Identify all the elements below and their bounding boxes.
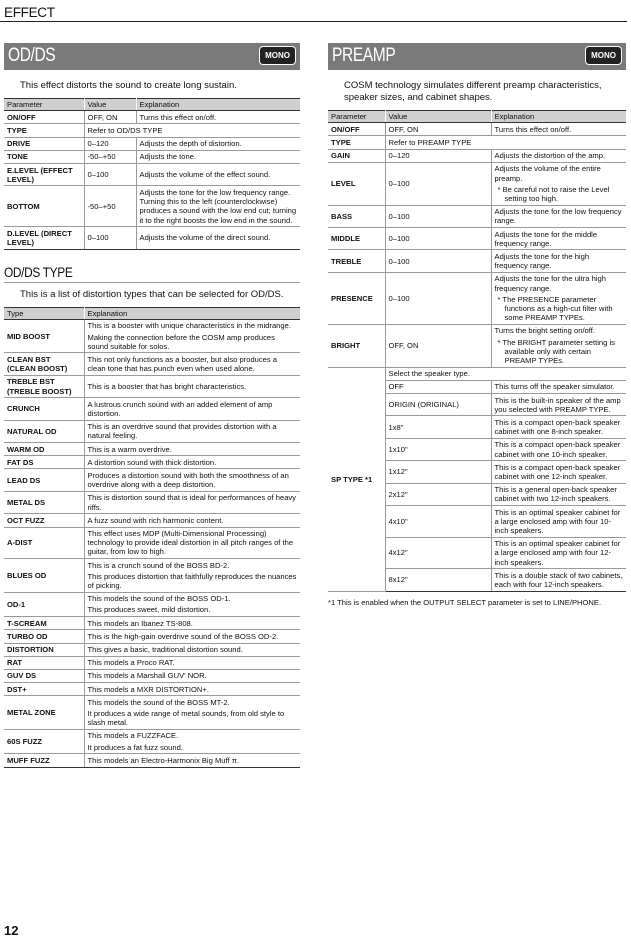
- table-row: [328, 123, 626, 136]
- parameter-name: BRIGHT: [328, 324, 385, 367]
- type-explanation: [84, 669, 300, 682]
- left-column: [4, 43, 300, 768]
- explanation-text: Turns the bright setting on/off.: [494, 326, 595, 336]
- explanation-text: This is an overdrive sound that provides distortion with a natural feeling.: [87, 422, 277, 441]
- speaker-type-explanation: This is an optimal speaker cabinet for a large enclosed amp with four 12-inch speakers.: [491, 537, 626, 569]
- parameter-value: OFF, ON: [385, 324, 491, 367]
- parameter-value: 0–100: [385, 205, 491, 227]
- table-row: [4, 592, 300, 616]
- table-row: [4, 443, 300, 456]
- type-name: A-DIST: [4, 527, 84, 559]
- explanation-text: Adjusts the distortion of the amp.: [494, 151, 606, 161]
- table-row: [4, 656, 300, 669]
- parameter-explanation: [491, 228, 626, 250]
- table-row: [328, 149, 626, 162]
- explanation-text: Turns this effect on/off.: [494, 124, 572, 134]
- table-row: [328, 250, 626, 272]
- table-row: [4, 514, 300, 527]
- table-row: [4, 683, 300, 696]
- type-explanation: [84, 398, 300, 420]
- explanation-text: This models an Electro-Harmonix Big Muff π.: [87, 755, 240, 765]
- parameter-explanation: [136, 186, 300, 227]
- parameter-value: OFF, ON: [385, 123, 491, 136]
- parameter-value: 0–100: [385, 272, 491, 324]
- type-name: GUV DS: [4, 669, 84, 682]
- type-explanation: [84, 683, 300, 696]
- type-name: T-SCREAM: [4, 617, 84, 630]
- speaker-type-explanation: This is a compact open-back speaker cabinet with one 10-inch speaker.: [491, 438, 626, 460]
- table-row: [4, 111, 300, 124]
- column-header: Parameter: [328, 111, 385, 123]
- explanation-text: Adjusts the volume of the effect sound.: [139, 170, 271, 180]
- explanation-text: Adjusts the tone for the middle frequency range.: [494, 229, 598, 248]
- table-row: [4, 469, 300, 491]
- parameter-explanation: [491, 123, 626, 136]
- parameter-name: PRESENCE: [328, 272, 385, 324]
- odds-type-table: [4, 307, 300, 768]
- type-explanation: [84, 353, 300, 375]
- explanation-text: This models the sound of the BOSS OD-1.: [87, 594, 231, 604]
- parameter-name: BOTTOM: [4, 186, 84, 227]
- parameter-name: LEVEL: [328, 162, 385, 205]
- parameter-name: DRIVE: [4, 137, 84, 150]
- table-row: [328, 324, 626, 367]
- note-text: * Be careful not to raise the Level setting too high.: [497, 184, 610, 203]
- column-header: Explanation: [136, 99, 300, 111]
- speaker-type-explanation: This turns off the speaker simulator.: [491, 380, 626, 393]
- type-name: OCT FUZZ: [4, 514, 84, 527]
- type-explanation: [84, 559, 300, 593]
- speaker-type-value: 1x8": [385, 416, 491, 438]
- explanation-text: This produces distortion that faithfully reproduces the nuances of picking.: [87, 571, 297, 591]
- parameter-explanation: [136, 164, 300, 186]
- type-explanation: [84, 456, 300, 469]
- type-name: METAL DS: [4, 491, 84, 513]
- explanation-text: This is a warm overdrive.: [87, 444, 172, 454]
- note-text: * The BRIGHT parameter setting is available only with certain PREAMP TYPEs.: [497, 337, 615, 365]
- table-row: [4, 491, 300, 513]
- table-row: [4, 353, 300, 375]
- type-name: DST+: [4, 683, 84, 696]
- type-explanation: [84, 696, 300, 730]
- type-explanation: [84, 443, 300, 456]
- column-header: Explanation: [84, 307, 300, 319]
- table-row: [4, 164, 300, 186]
- column-header: Parameter: [4, 99, 84, 111]
- speaker-type-explanation: This is a double stack of two cabinets, each with four 12-inch speakers.: [491, 569, 626, 591]
- column-header: Value: [84, 99, 136, 111]
- parameter-name: TONE: [4, 150, 84, 163]
- type-explanation: [84, 514, 300, 527]
- explanation-text: This models a FUZZFACE.: [87, 731, 179, 741]
- mono-badge: MONO: [585, 46, 622, 65]
- section-header: EFFECT: [4, 5, 55, 20]
- table-row: [4, 186, 300, 227]
- type-explanation: [84, 420, 300, 442]
- parameter-value: OFF, ON: [84, 111, 136, 124]
- speaker-type-value: 4x12": [385, 537, 491, 569]
- preamp-title-bar: [328, 43, 626, 70]
- table-row: [4, 456, 300, 469]
- odds-description: This effect distorts the sound to create long sustain.: [20, 80, 237, 91]
- type-name: DISTORTION: [4, 643, 84, 656]
- table-row: [328, 272, 626, 324]
- column-header: Type: [4, 307, 84, 319]
- parameter-name: ON/OFF: [328, 123, 385, 136]
- table-row: [4, 375, 300, 397]
- parameter-value: 0–100: [385, 250, 491, 272]
- type-name: OD-1: [4, 592, 84, 616]
- parameter-value: -50–+50: [84, 186, 136, 227]
- type-explanation: [84, 491, 300, 513]
- page-number: 12: [4, 923, 19, 938]
- odds-type-title: OD/DS TYPE: [4, 263, 73, 280]
- type-name: NATURAL OD: [4, 420, 84, 442]
- parameter-explanation: [136, 150, 300, 163]
- odds-title: OD/DS: [8, 45, 56, 66]
- speaker-type-value: ORIGIN (ORIGINAL): [385, 394, 491, 416]
- table-row: [4, 227, 300, 249]
- parameter-value: Refer to PREAMP TYPE: [385, 136, 626, 149]
- explanation-text: This is a booster that has bright characteristics.: [87, 381, 247, 391]
- explanation-text: This is a crunch sound of the BOSS BD-2.: [87, 560, 230, 570]
- odds-title-bar: [4, 43, 300, 70]
- speaker-type-value: OFF: [385, 380, 491, 393]
- explanation-text: This effect uses MDP (Multi-Dimensional Processing) technology to provide ideal distortion in all pitch ranges of the guitar, from low to high.: [87, 529, 294, 557]
- explanation-text: Turns this effect on/off.: [139, 112, 217, 122]
- explanation-text: This is the high-gain overdrive sound of the BOSS OD-2.: [87, 631, 279, 641]
- table-row: [4, 319, 300, 353]
- table-row: [4, 150, 300, 163]
- explanation-text: This models a MXR DISTORTION+.: [87, 684, 209, 694]
- table-row: [4, 669, 300, 682]
- type-explanation: [84, 469, 300, 491]
- type-explanation: [84, 754, 300, 767]
- parameter-explanation: [136, 111, 300, 124]
- speaker-type-value: 8x12": [385, 569, 491, 591]
- explanation-text: A distortion sound with thick distortion.: [87, 457, 217, 467]
- table-row: [328, 162, 626, 205]
- table-row: [4, 696, 300, 730]
- preamp-description: COSM technology simulates different preamp characteristics, speaker sizes, and cabinet shapes.: [344, 80, 602, 103]
- explanation-text: Adjusts the tone for the high frequency range.: [494, 251, 590, 271]
- speaker-type-explanation: This is a compact open-back speaker cabinet with one 12-inch speaker.: [491, 461, 626, 483]
- explanation-text: A lustrous crunch sound with an added element of amp distortion.: [87, 399, 273, 418]
- explanation-text: Adjusts the tone for the low frequency range.: [494, 207, 622, 226]
- parameter-value: Refer to OD/DS TYPE: [84, 124, 300, 137]
- explanation-text: This models a Marshall GUV' NOR.: [87, 671, 207, 681]
- explanation-text: This gives a basic, traditional distortion sound.: [87, 645, 243, 655]
- parameter-name: TYPE: [4, 124, 84, 137]
- explanation-text: Making the connection before the COSM amp produces sound suitable for solos.: [87, 332, 275, 351]
- explanation-text: This models an Ibanez TS-808.: [87, 618, 193, 628]
- explanation-text: This models a Proco RAT.: [87, 658, 175, 668]
- sp-type-intro: Select the speaker type.: [385, 367, 626, 380]
- type-explanation: [84, 527, 300, 559]
- preamp-title: PREAMP: [332, 45, 396, 66]
- header-rule: [0, 21, 627, 22]
- type-name: 60S FUZZ: [4, 729, 84, 753]
- type-explanation: [84, 630, 300, 643]
- mono-badge: MONO: [259, 46, 296, 65]
- preamp-footnote: *1 This is enabled when the OUTPUT SELECT parameter is set to LINE/PHONE.: [328, 597, 602, 607]
- parameter-name: E.LEVEL (EFFECT LEVEL): [4, 164, 84, 186]
- parameter-value: 0–120: [84, 137, 136, 150]
- table-row: [4, 137, 300, 150]
- parameter-explanation: [491, 149, 626, 162]
- explanation-text: This is a booster with unique characteristics in the midrange.: [87, 321, 291, 331]
- type-name: LEAD DS: [4, 469, 84, 491]
- odds-parameter-table: [4, 98, 300, 250]
- explanation-text: Adjusts the tone for the ultra high frequency range.: [494, 274, 606, 293]
- explanation-text: This produces sweet, mild distortion.: [87, 605, 211, 615]
- type-explanation: [84, 375, 300, 397]
- explanation-text: Adjusts the depth of distortion.: [139, 139, 242, 149]
- parameter-value: 0–100: [385, 162, 491, 205]
- type-explanation: [84, 617, 300, 630]
- table-row: [328, 367, 626, 380]
- parameter-name: ON/OFF: [4, 111, 84, 124]
- parameter-name: BASS: [328, 205, 385, 227]
- type-name: TURBO OD: [4, 630, 84, 643]
- odds-type-rule: [4, 282, 300, 283]
- explanation-text: Produces a distortion sound with both the smoothness of an overdrive along with a deep distortion.: [87, 470, 289, 490]
- parameter-value: -50–+50: [84, 150, 136, 163]
- table-row: [4, 630, 300, 643]
- speaker-type-explanation: This is a general open-back speaker cabinet with two 12-inch speakers.: [491, 483, 626, 505]
- explanation-text: It produces a fat fuzz sound.: [87, 742, 183, 752]
- table-row: [328, 228, 626, 250]
- explanation-text: It produces a wide range of metal sounds, from old style to slash metal.: [87, 709, 285, 728]
- explanation-text: Adjusts the tone.: [139, 152, 197, 162]
- type-name: RAT: [4, 656, 84, 669]
- parameter-explanation: [136, 227, 300, 249]
- parameter-name: SP TYPE *1: [328, 367, 385, 591]
- parameter-name: MIDDLE: [328, 228, 385, 250]
- explanation-text: This is distortion sound that is ideal for performances of heavy riffs.: [87, 493, 297, 512]
- speaker-type-explanation: This is the built-in speaker of the amp you selected with PREAMP TYPE.: [491, 394, 626, 416]
- type-name: CRUNCH: [4, 398, 84, 420]
- table-row: [328, 136, 626, 149]
- parameter-name: D.LEVEL (DIRECT LEVEL): [4, 227, 84, 249]
- speaker-type-explanation: This is a compact open-back speaker cabinet with one 8-inch speaker.: [491, 416, 626, 438]
- table-row: [4, 754, 300, 767]
- column-header: Value: [385, 111, 491, 123]
- column-header: Explanation: [491, 111, 626, 123]
- parameter-explanation: [491, 162, 626, 205]
- type-explanation: [84, 592, 300, 616]
- parameter-name: TREBLE: [328, 250, 385, 272]
- type-name: MID BOOST: [4, 319, 84, 353]
- type-name: METAL ZONE: [4, 696, 84, 730]
- parameter-value: 0–100: [84, 164, 136, 186]
- type-name: WARM OD: [4, 443, 84, 456]
- speaker-type-value: 1x10": [385, 438, 491, 460]
- parameter-explanation: [491, 205, 626, 227]
- type-explanation: [84, 319, 300, 353]
- explanation-text: Adjusts the volume of the direct sound.: [139, 233, 271, 243]
- odds-type-description: This is a list of distortion types that can be selected for OD/DS.: [20, 288, 284, 300]
- type-name: TREBLE BST (TREBLE BOOST): [4, 375, 84, 397]
- right-column: [328, 43, 626, 607]
- table-row: [4, 527, 300, 559]
- explanation-text: Adjusts the tone for the low frequency range. Turning this to the left (counterclockwise) produces a sound with the low end cut; turning it to the right boosts the low end in the sound.: [139, 187, 297, 225]
- type-explanation: [84, 643, 300, 656]
- table-row: [4, 643, 300, 656]
- speaker-type-value: 2x12": [385, 483, 491, 505]
- explanation-text: Adjusts the volume of the entire preamp.: [494, 164, 601, 183]
- table-row: [4, 617, 300, 630]
- type-name: MUFF FUZZ: [4, 754, 84, 767]
- explanation-text: A fuzz sound with rich harmonic content.: [87, 515, 224, 525]
- parameter-name: TYPE: [328, 136, 385, 149]
- explanation-text: This models the sound of the BOSS MT-2.: [87, 697, 230, 707]
- table-row: [328, 205, 626, 227]
- explanation-text: This not only functions as a booster, but also produces a clean tone that has punch even when used alone.: [87, 354, 278, 374]
- table-row: [4, 124, 300, 137]
- parameter-explanation: [491, 324, 626, 367]
- parameter-name: GAIN: [328, 149, 385, 162]
- type-name: BLUES OD: [4, 559, 84, 593]
- parameter-explanation: [491, 272, 626, 324]
- table-row: [4, 420, 300, 442]
- preamp-parameter-table: [328, 110, 626, 592]
- speaker-type-value: 4x10": [385, 506, 491, 538]
- table-row: [4, 398, 300, 420]
- speaker-type-explanation: This is an optimal speaker cabinet for a large enclosed amp with four 10-inch speakers.: [491, 506, 626, 538]
- parameter-value: 0–100: [385, 228, 491, 250]
- note-text: * The PRESENCE parameter functions as a high-cut filter with some PREAMP TYPEs.: [497, 294, 613, 323]
- speaker-type-value: 1x12": [385, 461, 491, 483]
- type-name: CLEAN BST (CLEAN BOOST): [4, 353, 84, 375]
- parameter-value: 0–100: [84, 227, 136, 249]
- type-explanation: [84, 656, 300, 669]
- table-row: [4, 729, 300, 753]
- table-row: [4, 559, 300, 593]
- parameter-value: 0–120: [385, 149, 491, 162]
- type-explanation: [84, 729, 300, 753]
- parameter-explanation: [136, 137, 300, 150]
- parameter-explanation: [491, 250, 626, 272]
- type-name: FAT DS: [4, 456, 84, 469]
